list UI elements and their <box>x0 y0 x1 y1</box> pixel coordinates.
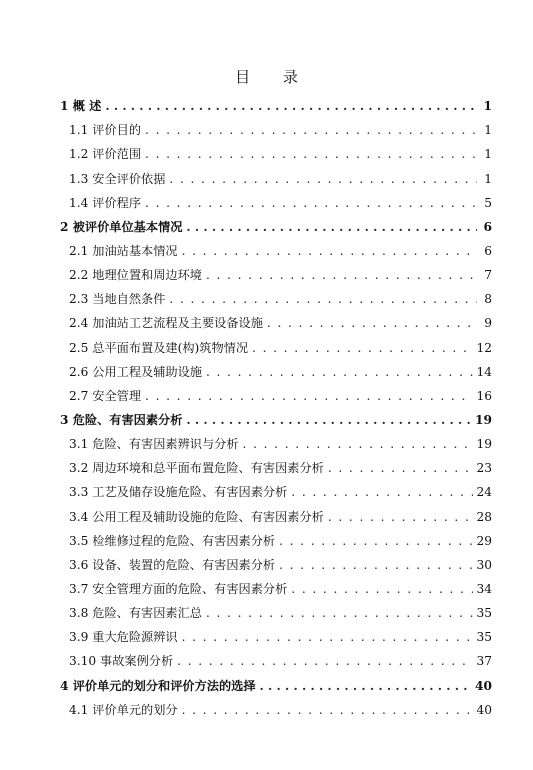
toc-section-entry[interactable] <box>60 355 492 379</box>
toc-section-entry[interactable] <box>60 161 492 185</box>
toc-chapter-entry[interactable] <box>60 210 492 234</box>
toc-section-entry[interactable] <box>60 644 492 668</box>
toc-dot-leader <box>328 461 474 475</box>
toc-chapter-entry[interactable] <box>60 668 492 692</box>
toc-dot-leader <box>169 172 477 186</box>
toc-dot-leader <box>145 196 477 210</box>
toc-chapter-entry[interactable] <box>60 89 492 113</box>
toc-entry-label: 3.1 危险、有害因素辨识与分析 <box>69 437 239 452</box>
toc-page-number: 28 <box>476 509 492 524</box>
toc-dot-leader <box>105 99 477 113</box>
toc-entry-label: 2.5 总平面布置及建(构)筑物情况 <box>69 340 249 355</box>
toc-dot-leader <box>252 341 473 355</box>
toc-page-number: 12 <box>476 340 492 355</box>
toc-section-entry[interactable] <box>60 137 492 161</box>
toc-page-number: 6 <box>483 219 492 234</box>
toc-entry-label: 2.1 加油站基本情况 <box>69 243 178 258</box>
toc-entry-label: 4 评价单元的划分和评价方法的选择 <box>60 678 256 693</box>
toc-section-entry[interactable] <box>60 113 492 137</box>
toc-page-number: 35 <box>476 606 492 621</box>
toc-page-number: 34 <box>476 581 492 596</box>
toc-entry-label: 4.1 评价单元的划分 <box>69 702 178 717</box>
toc-section-entry[interactable] <box>60 572 492 596</box>
toc-entry-label: 3.7 安全管理方面的危险、有害因素分析 <box>69 581 288 596</box>
toc-dot-leader <box>279 534 473 548</box>
toc-title: 目 录 <box>235 68 312 86</box>
toc-entry-label: 3.4 公用工程及辅助设施的危险、有害因素分析 <box>69 509 324 524</box>
toc-page-number: 37 <box>476 654 492 669</box>
toc-page-number: 23 <box>476 461 492 476</box>
toc-page-number: 19 <box>475 412 492 427</box>
toc-section-entry[interactable] <box>60 524 492 548</box>
toc-dot-leader <box>186 220 477 234</box>
toc-entry-label: 2.3 当地自然条件 <box>69 292 166 307</box>
toc-page-number: 40 <box>476 702 492 717</box>
toc-section-entry[interactable] <box>60 427 492 451</box>
toc-entry-label: 2.7 安全管理 <box>69 388 142 403</box>
toc-dot-leader <box>145 147 477 161</box>
toc-section-entry[interactable] <box>60 282 492 306</box>
toc-page-number: 1 <box>484 147 492 162</box>
toc-entry-label: 1.4 评价程序 <box>69 195 142 210</box>
toc-section-entry[interactable] <box>60 186 492 210</box>
toc-dot-leader <box>267 316 477 330</box>
toc-dot-leader <box>145 123 477 137</box>
toc-page-number: 30 <box>476 557 492 572</box>
toc-page-number: 1 <box>483 99 492 114</box>
toc-dot-leader <box>279 558 473 572</box>
toc-page-number: 24 <box>476 485 492 500</box>
toc-section-entry[interactable] <box>60 548 492 572</box>
toc-page-number: 9 <box>484 316 492 331</box>
toc-section-entry[interactable] <box>60 475 492 499</box>
toc-entry-label: 3.9 重大危险源辨识 <box>69 630 178 645</box>
table-of-contents <box>60 89 492 717</box>
toc-entry-label: 3.2 周边环境和总平面布置危险、有害因素分析 <box>69 461 324 476</box>
toc-entry-label: 1.1 评价目的 <box>69 123 142 138</box>
toc-entry-label: 3.8 危险、有害因素汇总 <box>69 606 202 621</box>
toc-section-entry[interactable] <box>60 379 492 403</box>
toc-page-number: 16 <box>476 388 492 403</box>
toc-entry-label: 3.5 检维修过程的危险、有害因素分析 <box>69 533 276 548</box>
toc-dot-leader <box>186 413 472 427</box>
toc-dot-leader <box>145 389 473 403</box>
toc-dot-leader <box>177 654 473 668</box>
toc-page-number: 1 <box>484 123 492 138</box>
toc-page-number: 1 <box>484 171 492 186</box>
toc-entry-label: 2.6 公用工程及辅助设施 <box>69 364 202 379</box>
toc-entry-label: 1 概 述 <box>60 99 102 114</box>
toc-dot-leader <box>169 292 477 306</box>
toc-page-number: 19 <box>476 437 492 452</box>
toc-dot-leader <box>260 679 472 693</box>
toc-dot-leader <box>206 365 474 379</box>
toc-dot-leader <box>291 485 473 499</box>
toc-section-entry[interactable] <box>60 258 492 282</box>
toc-entry-label: 1.2 评价范围 <box>69 147 142 162</box>
toc-dot-leader <box>291 582 473 596</box>
toc-entry-label: 2.2 地理位置和周边环境 <box>69 268 202 283</box>
toc-page-number: 40 <box>475 678 492 693</box>
toc-entry-label: 2.4 加油站工艺流程及主要设备设施 <box>69 316 263 331</box>
toc-section-entry[interactable] <box>60 596 492 620</box>
toc-dot-leader <box>182 703 474 717</box>
toc-entry-label: 3.10 事故案例分析 <box>69 654 174 669</box>
toc-page-number: 14 <box>476 364 492 379</box>
toc-dot-leader <box>243 437 474 451</box>
toc-section-entry[interactable] <box>60 451 492 475</box>
toc-page-number: 6 <box>484 243 492 258</box>
toc-section-entry[interactable] <box>60 499 492 523</box>
toc-page-number: 5 <box>484 195 492 210</box>
toc-page-number: 7 <box>484 268 492 283</box>
toc-dot-leader <box>206 268 477 282</box>
toc-section-entry[interactable] <box>60 330 492 354</box>
toc-section-entry[interactable] <box>60 306 492 330</box>
toc-entry-label: 3.6 设备、装置的危险、有害因素分析 <box>69 557 276 572</box>
toc-section-entry[interactable] <box>60 693 492 717</box>
toc-section-entry[interactable] <box>60 620 492 644</box>
toc-dot-leader <box>206 606 474 620</box>
toc-dot-leader <box>328 510 474 524</box>
toc-entry-label: 3 危险、有害因素分析 <box>60 412 183 427</box>
toc-section-entry[interactable] <box>60 234 492 258</box>
toc-page-number: 8 <box>484 292 492 307</box>
toc-entry-label: 3.3 工艺及储存设施危险、有害因素分析 <box>69 485 288 500</box>
toc-chapter-entry[interactable] <box>60 403 492 427</box>
toc-dot-leader <box>182 630 474 644</box>
toc-page-number: 29 <box>476 533 492 548</box>
toc-dot-leader <box>182 244 477 258</box>
toc-entry-label: 2 被评价单位基本情况 <box>60 219 183 234</box>
toc-entry-label: 1.3 安全评价依据 <box>69 171 166 186</box>
toc-page-number: 35 <box>476 630 492 645</box>
